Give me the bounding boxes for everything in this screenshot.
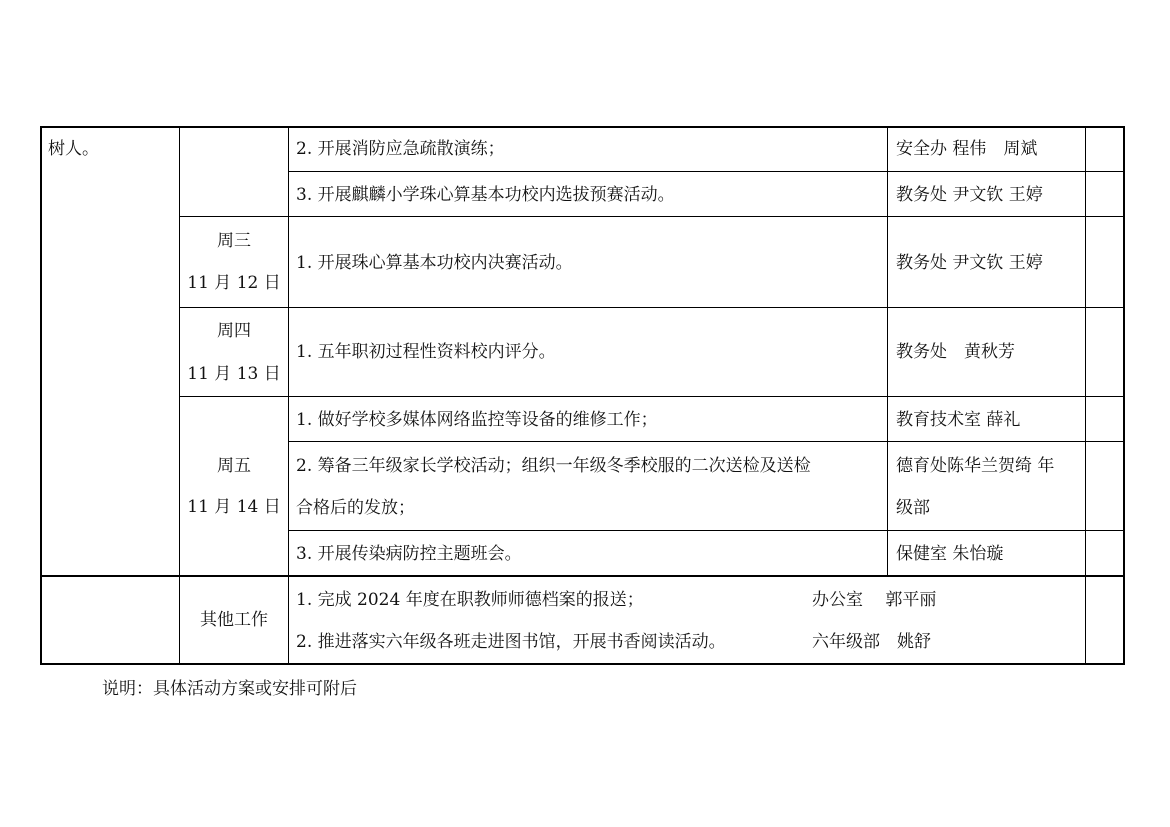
owner-text: 教育技术室 薛礼	[896, 410, 1021, 430]
task-text: 3. 开展麒麟小学珠心算基本功校内选拔预赛活动。	[296, 185, 675, 205]
section-divider	[40, 575, 1125, 577]
task-text: 1. 开展珠心算基本功校内决赛活动。	[296, 253, 573, 273]
day-label: 周四	[217, 321, 251, 341]
row-divider	[179, 396, 1125, 397]
task-text: 1. 完成 2024 年度在职教师师德档案的报送；	[296, 590, 644, 610]
task-text: 2. 开展消防应急疏散演练；	[296, 139, 505, 159]
owner-text: 办公室 郭平丽	[812, 590, 937, 610]
owner-text: 六年级部 姚舒	[812, 632, 931, 652]
owner-text: 安全办 程伟 周斌	[896, 139, 1038, 159]
owner-text: 级部	[896, 498, 930, 518]
row-divider	[288, 530, 1125, 531]
task-text: 2. 筹备三年级家长学校活动；组织一年级冬季校服的二次送检及送检	[296, 456, 811, 476]
owner-text: 教务处 尹文钦 王婷	[896, 185, 1043, 205]
col-divider	[179, 126, 180, 665]
col-divider	[1085, 126, 1086, 665]
row-divider	[179, 307, 1125, 308]
row-divider	[288, 441, 1125, 442]
date-label: 11 月 13 日	[187, 364, 281, 384]
day-label: 周三	[217, 231, 251, 251]
border-left	[40, 126, 42, 665]
col-divider	[887, 126, 888, 576]
owner-text: 教务处 黄秋芳	[896, 342, 1015, 362]
task-text: 1. 做好学校多媒体网络监控等设备的维修工作；	[296, 410, 658, 430]
row-divider	[179, 216, 1125, 217]
date-label: 11 月 12 日	[187, 273, 281, 293]
task-text: 2. 推进落实六年级各班走进图书馆，开展书香阅读活动。	[296, 632, 726, 652]
other-work-label: 其他工作	[200, 610, 268, 630]
date-label: 11 月 14 日	[187, 497, 281, 517]
border-top	[40, 126, 1125, 128]
owner-text: 保健室 朱怡璇	[896, 544, 1004, 564]
border-bottom	[40, 663, 1125, 665]
border-right	[1123, 126, 1125, 665]
task-text: 合格后的发放；	[296, 498, 415, 518]
task-text: 3. 开展传染病防控主题班会。	[296, 544, 522, 564]
owner-text: 教务处 尹文钦 王婷	[896, 253, 1043, 273]
task-text: 1. 五年职初过程性资料校内评分。	[296, 342, 556, 362]
left-column-text: 树人。	[48, 139, 99, 159]
owner-text: 德育处陈华兰贺绮 年	[896, 456, 1055, 476]
col-divider	[288, 126, 289, 665]
footnote: 说明：具体活动方案或安排可附后	[102, 679, 357, 699]
day-label: 周五	[217, 456, 251, 476]
row-divider	[288, 171, 1125, 172]
